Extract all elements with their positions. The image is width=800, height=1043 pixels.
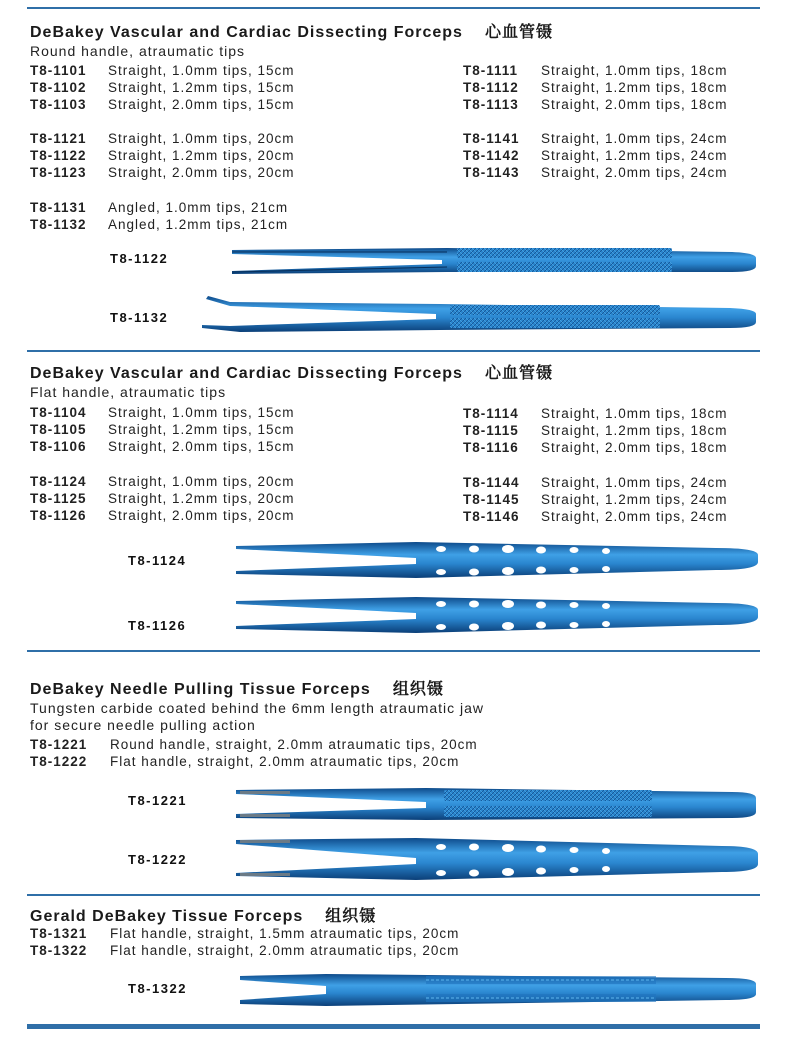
item-code: T8-1141 bbox=[463, 131, 520, 146]
item-desc: Straight, 1.0mm tips, 24cm bbox=[541, 475, 728, 490]
item-desc: Straight, 1.2mm tips, 15cm bbox=[108, 422, 295, 437]
catalog-row bbox=[30, 474, 295, 490]
catalog-row bbox=[30, 148, 295, 164]
item-desc: Straight, 1.0mm tips, 24cm bbox=[541, 131, 728, 146]
item-code: T8-1114 bbox=[463, 406, 519, 421]
item-code: T8-1221 bbox=[30, 737, 88, 752]
section-title-en: DeBakey Needle Pulling Tissue Forceps bbox=[30, 681, 371, 698]
item-code: T8-1101 bbox=[30, 63, 87, 78]
catalog-row bbox=[463, 131, 728, 147]
item-code: T8-1222 bbox=[30, 754, 88, 769]
section-title-en: Gerald DeBakey Tissue Forceps bbox=[30, 908, 304, 925]
catalog-row bbox=[30, 80, 295, 96]
section-title-cn: 心血管镊 bbox=[484, 24, 553, 41]
catalog-row bbox=[30, 165, 295, 181]
top-rule bbox=[27, 7, 760, 9]
catalog-row bbox=[30, 754, 459, 770]
section-divider bbox=[27, 894, 760, 896]
catalog-row bbox=[463, 492, 728, 508]
figure-label: T8-1221 bbox=[128, 793, 187, 808]
figure-label: T8-1126 bbox=[128, 618, 187, 633]
item-desc: Straight, 1.0mm tips, 20cm bbox=[108, 474, 295, 489]
catalog-row bbox=[30, 491, 295, 507]
forceps-flat-image bbox=[236, 595, 760, 637]
item-code: T8-1122 bbox=[30, 148, 87, 163]
item-desc: Straight, 2.0mm tips, 20cm bbox=[108, 508, 295, 523]
item-code: T8-1131 bbox=[30, 200, 87, 215]
item-desc: Flat handle, straight, 2.0mm atraumatic tips, 20cm bbox=[110, 754, 460, 769]
item-code: T8-1146 bbox=[463, 509, 520, 524]
section-title bbox=[30, 360, 553, 383]
section-subtitle: for secure needle pulling action bbox=[30, 717, 256, 733]
catalog-row bbox=[30, 131, 295, 147]
item-code: T8-1143 bbox=[463, 165, 520, 180]
catalog-row bbox=[30, 217, 288, 233]
item-code: T8-1105 bbox=[30, 422, 87, 437]
item-code: T8-1144 bbox=[463, 475, 520, 490]
catalog-row bbox=[30, 422, 295, 438]
section-title-cn: 心血管镊 bbox=[484, 365, 553, 382]
item-code: T8-1145 bbox=[463, 492, 520, 507]
catalog-row bbox=[463, 423, 728, 439]
figure-label: T8-1132 bbox=[110, 310, 169, 325]
item-desc: Straight, 2.0mm tips, 24cm bbox=[541, 165, 728, 180]
item-desc: Straight, 1.2mm tips, 18cm bbox=[541, 80, 728, 95]
item-code: T8-1102 bbox=[30, 80, 87, 95]
section-subtitle: Flat handle, atraumatic tips bbox=[30, 384, 227, 400]
catalog-row bbox=[30, 439, 295, 455]
forceps-needle-round-image bbox=[236, 786, 760, 826]
catalog-row bbox=[30, 200, 288, 216]
catalog-row bbox=[30, 943, 459, 959]
catalog-row bbox=[30, 405, 295, 421]
catalog-row bbox=[30, 508, 295, 524]
item-code: T8-1321 bbox=[30, 926, 88, 941]
item-code: T8-1112 bbox=[463, 80, 519, 95]
catalog-row bbox=[30, 63, 295, 79]
catalog-row bbox=[463, 440, 728, 456]
section-title-cn: 组织镊 bbox=[325, 908, 377, 925]
catalog-row bbox=[463, 97, 728, 113]
catalog-row bbox=[30, 737, 478, 753]
item-desc: Straight, 1.0mm tips, 15cm bbox=[108, 63, 295, 78]
item-code: T8-1116 bbox=[463, 440, 519, 455]
item-desc: Straight, 2.0mm tips, 24cm bbox=[541, 509, 728, 524]
item-desc: Straight, 2.0mm tips, 15cm bbox=[108, 439, 295, 454]
item-desc: Straight, 2.0mm tips, 15cm bbox=[108, 97, 295, 112]
section-title bbox=[30, 903, 376, 926]
forceps-round-straight-image bbox=[232, 244, 760, 284]
section-divider bbox=[27, 650, 760, 652]
catalog-row bbox=[30, 97, 295, 113]
catalog-row bbox=[463, 165, 728, 181]
catalog-row bbox=[463, 509, 728, 525]
section-subtitle: Tungsten carbide coated behind the 6mm length atraumatic jaw bbox=[30, 700, 485, 716]
figure-label: T8-1122 bbox=[110, 251, 169, 266]
item-code: T8-1322 bbox=[30, 943, 88, 958]
item-desc: Round handle, straight, 2.0mm atraumatic tips, 20cm bbox=[110, 737, 478, 752]
item-desc: Straight, 1.0mm tips, 18cm bbox=[541, 406, 728, 421]
figure-label: T8-1322 bbox=[128, 981, 187, 996]
forceps-needle-flat-image bbox=[236, 836, 760, 884]
item-code: T8-1113 bbox=[463, 97, 519, 112]
item-code: T8-1126 bbox=[30, 508, 87, 523]
item-desc: Straight, 1.0mm tips, 18cm bbox=[541, 63, 728, 78]
item-code: T8-1106 bbox=[30, 439, 87, 454]
forceps-gerald-image bbox=[236, 968, 760, 1012]
section-divider bbox=[27, 350, 760, 352]
item-desc: Straight, 2.0mm tips, 18cm bbox=[541, 440, 728, 455]
section-title-cn: 组织镊 bbox=[392, 681, 444, 698]
catalog-row bbox=[30, 926, 459, 942]
item-code: T8-1124 bbox=[30, 474, 87, 489]
item-desc: Straight, 1.2mm tips, 24cm bbox=[541, 148, 728, 163]
figure-label: T8-1124 bbox=[128, 553, 187, 568]
item-desc: Straight, 1.0mm tips, 20cm bbox=[108, 131, 295, 146]
catalog-row bbox=[463, 63, 728, 79]
item-code: T8-1142 bbox=[463, 148, 520, 163]
item-code: T8-1123 bbox=[30, 165, 87, 180]
catalog-row bbox=[463, 148, 728, 164]
item-code: T8-1132 bbox=[30, 217, 87, 232]
section-title-en: DeBakey Vascular and Cardiac Dissecting Forceps bbox=[30, 24, 463, 41]
catalog-row bbox=[463, 80, 728, 96]
catalog-row bbox=[463, 406, 728, 422]
item-desc: Flat handle, straight, 2.0mm atraumatic tips, 20cm bbox=[110, 943, 460, 958]
catalog-row bbox=[463, 475, 728, 491]
item-code: T8-1104 bbox=[30, 405, 87, 420]
item-desc: Straight, 1.2mm tips, 20cm bbox=[108, 148, 295, 163]
item-desc: Flat handle, straight, 1.5mm atraumatic tips, 20cm bbox=[110, 926, 460, 941]
item-code: T8-1125 bbox=[30, 491, 87, 506]
item-code: T8-1115 bbox=[463, 423, 519, 438]
item-desc: Straight, 2.0mm tips, 20cm bbox=[108, 165, 295, 180]
section-title bbox=[30, 676, 444, 699]
item-code: T8-1103 bbox=[30, 97, 87, 112]
item-desc: Angled, 1.0mm tips, 21cm bbox=[108, 200, 289, 215]
item-desc: Straight, 1.0mm tips, 15cm bbox=[108, 405, 295, 420]
figure-label: T8-1222 bbox=[128, 852, 187, 867]
item-code: T8-1111 bbox=[463, 63, 519, 78]
section-title-en: DeBakey Vascular and Cardiac Dissecting Forceps bbox=[30, 365, 463, 382]
section-title bbox=[30, 19, 553, 42]
forceps-round-angled-image bbox=[200, 292, 760, 338]
section-subtitle: Round handle, atraumatic tips bbox=[30, 43, 245, 59]
item-code: T8-1121 bbox=[30, 131, 87, 146]
item-desc: Straight, 1.2mm tips, 15cm bbox=[108, 80, 295, 95]
item-desc: Straight, 1.2mm tips, 20cm bbox=[108, 491, 295, 506]
item-desc: Straight, 1.2mm tips, 24cm bbox=[541, 492, 728, 507]
forceps-flat-image bbox=[236, 540, 760, 582]
item-desc: Angled, 1.2mm tips, 21cm bbox=[108, 217, 289, 232]
item-desc: Straight, 1.2mm tips, 18cm bbox=[541, 423, 728, 438]
item-desc: Straight, 2.0mm tips, 18cm bbox=[541, 97, 728, 112]
bottom-rule bbox=[27, 1024, 760, 1029]
